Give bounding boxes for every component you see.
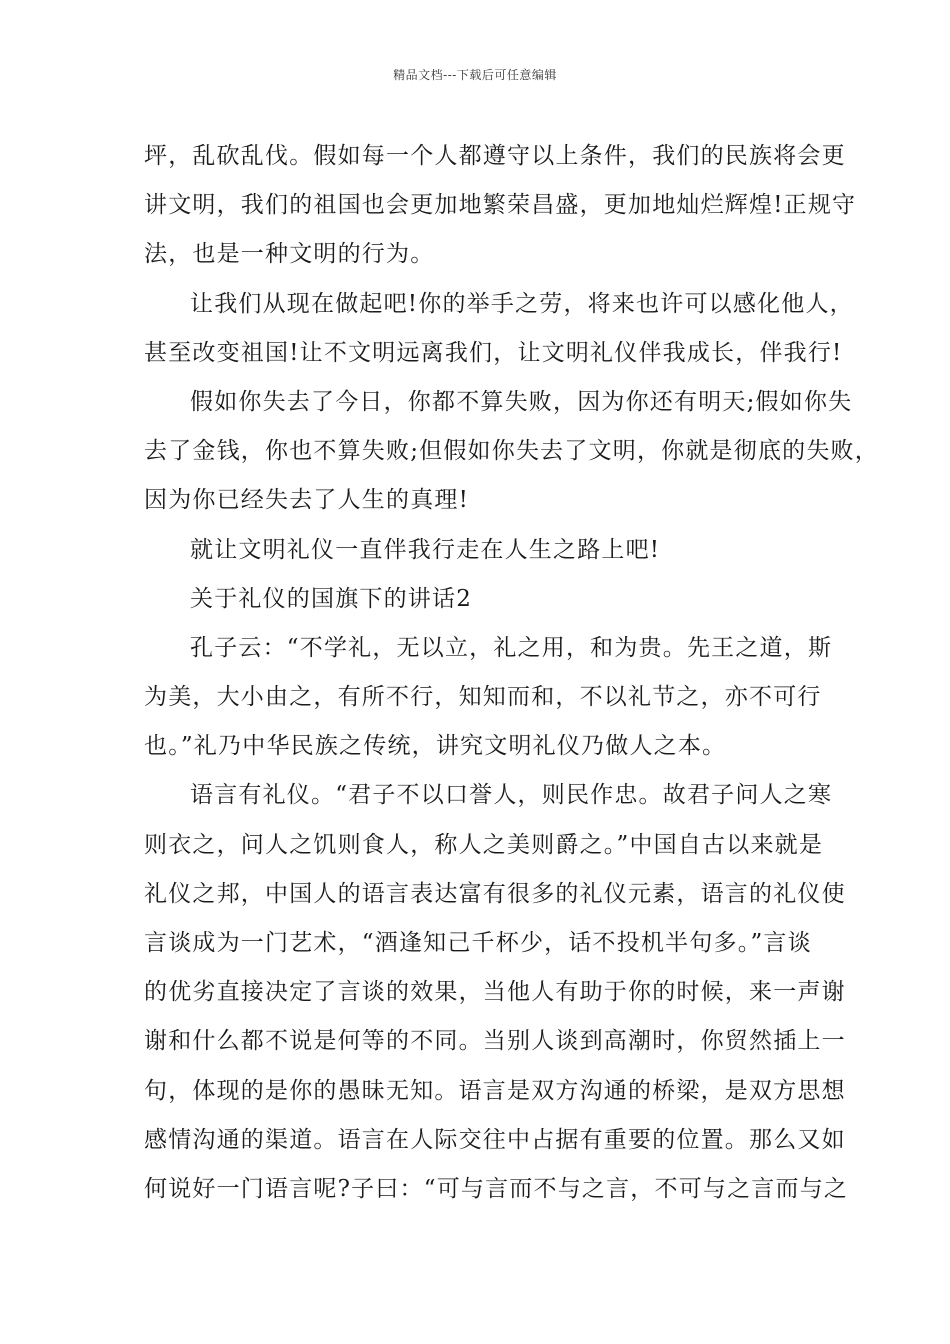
text-line: 坪，乱砍乱伐。假如每一个人都遵守以上条件，我们的民族将会更 (144, 143, 846, 169)
text-line: 礼仪之邦，中国人的语言表达富有很多的礼仪元素，语言的礼仪使 (144, 880, 846, 907)
text-line: 就让文明礼仪一直伴我行走在人生之路上吧! (190, 536, 661, 563)
text-line: 去了金钱，你也不算失败;但假如你失去了文明，你就是彻底的失败， (144, 438, 879, 465)
text-line: 关于礼仪的国旗下的讲话2 (190, 585, 473, 612)
text-line: 感情沟通的渠道。语言在人际交往中占据有重要的位置。那么又如 (144, 1126, 846, 1153)
text-line: 言谈成为一门艺术，“酒逢知己千杯少，话不投机半句多。”言谈 (144, 930, 812, 956)
text-line: 句，体现的是你的愚昧无知。语言是双方沟通的桥梁，是双方思想 (144, 1077, 846, 1104)
text-line: 假如你失去了今日，你都不算失败，因为你还有明天;假如你失 (190, 388, 853, 415)
text-line: 语言有礼仪。“君子不以口誉人，则民作忠。故君子问人之寒 (190, 782, 833, 809)
text-line: 则衣之，问人之饥则食人，称人之美则爵之。”中国自古以来就是 (144, 831, 824, 858)
text-line: 甚至改变祖国!让不文明远离我们，让文明礼仪伴我成长，伴我行! (144, 339, 843, 366)
body-text (144, 132, 879, 1214)
text-line: 也。”礼乃中华民族之传统，讲究文明礼仪乃做人之本。 (144, 733, 727, 760)
text-line: 何说好一门语言呢?子曰：“可与言而不与之言，不可与之言而与之 (144, 1175, 849, 1202)
text-line: 因为你已经失去了人生的真理! (144, 487, 470, 514)
text-line: 法，也是一种文明的行为。 (144, 241, 435, 268)
text-line: 谢和什么都不说是何等的不同。当别人谈到高潮时，你贸然插上一 (144, 1028, 846, 1055)
text-line: 为美，大小由之，有所不行，知知而和，不以礼节之，亦不可行 (144, 684, 822, 711)
text-line: 的优劣直接决定了言谈的效果，当他人有助于你的时候，来一声谢 (144, 979, 846, 1006)
text-line: 让我们从现在做起吧!你的举手之劳，将来也许可以感化他人， (190, 290, 854, 317)
text-line: 讲文明，我们的祖国也会更加地繁荣昌盛，更加地灿烂辉煌!正规守 (144, 192, 857, 219)
page-header: 精品文档---下载后可任意编辑 (393, 68, 557, 82)
text-line: 孔子云：“不学礼，无以立，礼之用，和为贵。先王之道，斯 (190, 634, 833, 661)
